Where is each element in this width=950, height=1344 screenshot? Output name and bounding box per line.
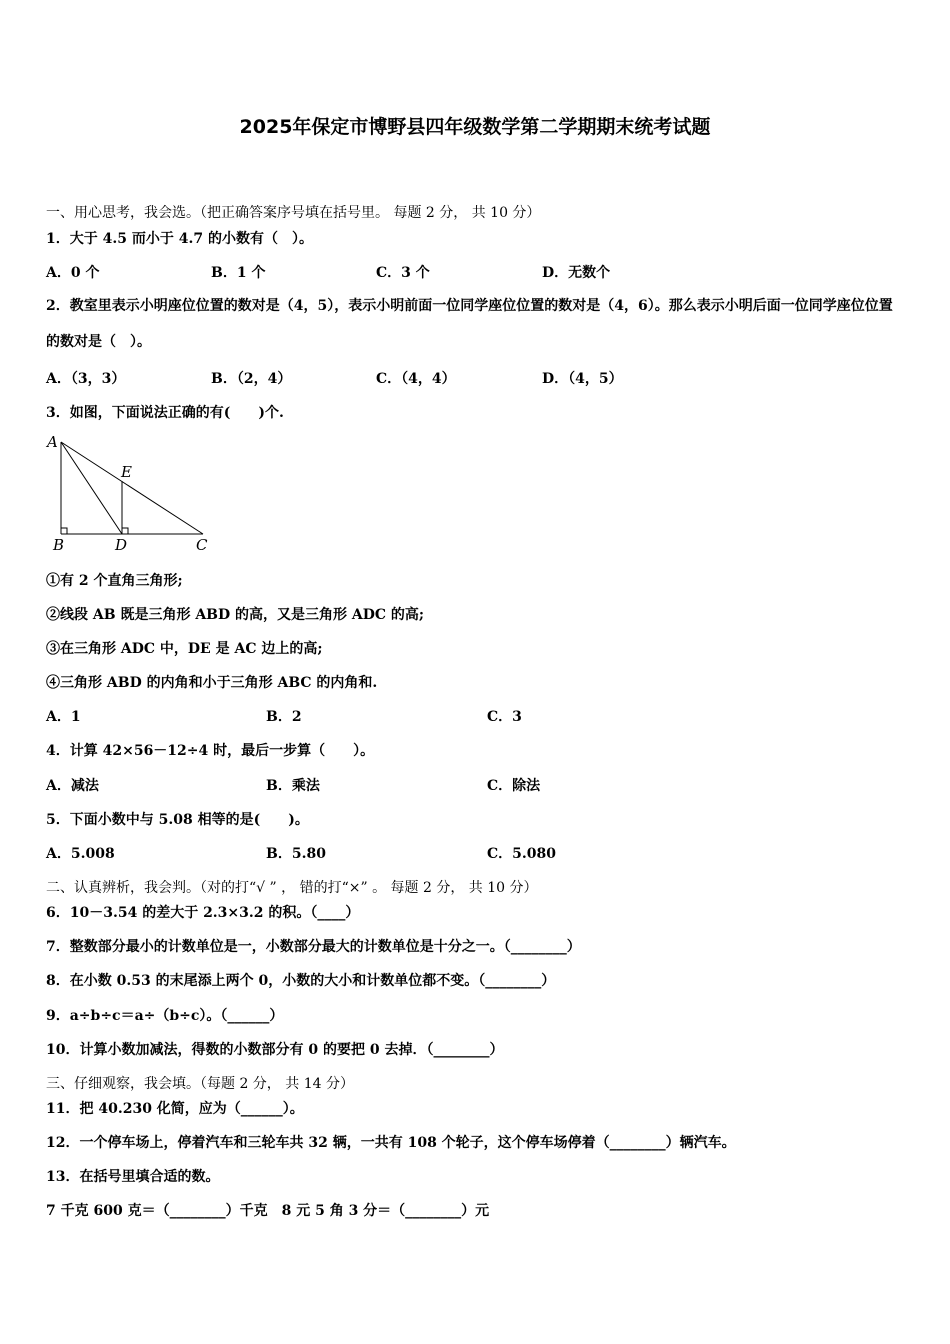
section-1-heading: 一、用心思考，我会选。（把正确答案序号填在括号里。 每题 2 分， 共 10 分）: [46, 205, 541, 221]
question-11: 11．把 40.230 化简，应为（______）。: [46, 1101, 304, 1117]
right-angle-d: [122, 528, 128, 534]
label-e: E: [121, 463, 132, 481]
question-12: 12．一个停车场上，停着汽车和三轮车共 32 辆，一共有 108 个轮子，这个停车场停着（________）辆汽车。: [46, 1135, 736, 1151]
q1-option-d: D．无数个: [542, 265, 611, 281]
q2-option-a: A．（3，3）: [46, 371, 126, 387]
right-angle-b: [61, 528, 67, 534]
q4-option-c: C．除法: [487, 778, 541, 794]
question-10: 10．计算小数加减法，得数的小数部分有 0 的要把 0 去掉．（________）: [46, 1042, 504, 1058]
page-title: 2025年保定市博野县四年级数学第二学期期末统考试题: [239, 116, 711, 138]
q1-option-b: B．1 个: [211, 265, 266, 281]
question-9: 9．a÷b÷c＝a÷（b÷c）。（______）: [46, 1008, 284, 1024]
question-13: 13．在括号里填合适的数。: [46, 1169, 220, 1185]
label-a: A: [47, 433, 58, 451]
q2-option-b: B．（2，4）: [211, 371, 292, 387]
question-4: 4．计算 42×56－12÷4 时，最后一步算（ ）。: [46, 743, 375, 759]
question-8: 8．在小数 0.53 的末尾添上两个 0，小数的大小和计数单位都不变。（________）: [46, 973, 556, 989]
section-2-heading: 二、认真辨析，我会判。（对的打“√ ” ， 错的打“×” 。 每题 2 分， 共 10 分）: [46, 880, 538, 896]
q5-option-a: A．5.008: [46, 846, 115, 862]
q2-option-d: D．（4，5）: [542, 371, 623, 387]
question-7: 7．整数部分最小的计数单位是一，小数部分最大的计数单位是十分之一。（________）: [46, 939, 581, 955]
q3-statement-3: ③在三角形 ADC 中，DE 是 AC 边上的高;: [46, 641, 323, 657]
question-5: 5．下面小数中与 5.08 相等的是( )。: [46, 812, 309, 828]
q3-option-c: C．3: [487, 709, 522, 725]
q4-option-a: A．减法: [46, 778, 99, 794]
q3-statement-4: ④三角形 ABD 的内角和小于三角形 ABC 的内角和.: [46, 675, 378, 691]
section-3-heading: 三、仔细观察，我会填。（每题 2 分， 共 14 分）: [46, 1076, 354, 1092]
q5-option-c: C．5.080: [487, 846, 556, 862]
q3-option-a: A．1: [46, 709, 81, 725]
question-2: 2．教室里表示小明座位位置的数对是（4，5），表示小明前面一位同学座位位置的数对是（4，6）。那么表示小明后面一位同学座位位置的数对是（ ）。: [46, 298, 893, 350]
triangle-figure: [44, 430, 219, 555]
q3-statement-1: ①有 2 个直角三角形;: [46, 573, 183, 589]
q4-option-b: B．乘法: [266, 778, 320, 794]
question-3: 3．如图，下面说法正确的有( )个.: [46, 405, 284, 421]
q1-option-c: C．3 个: [376, 265, 430, 281]
segment-ad: [61, 442, 122, 534]
q3-option-b: B．2: [266, 709, 302, 725]
q5-option-b: B．5.80: [266, 846, 326, 862]
q2-option-c: C．（4，4）: [376, 371, 456, 387]
q1-option-a: A．0 个: [46, 265, 100, 281]
segment-ac: [61, 442, 203, 534]
label-c: C: [196, 536, 208, 554]
question-6: 6．10－3.54 的差大于 2.3×3.2 的积。（____）: [46, 905, 360, 921]
q3-statement-2: ②线段 AB 既是三角形 ABD 的高，又是三角形 ADC 的高;: [46, 607, 425, 623]
question-1: 1．大于 4.5 而小于 4.7 的小数有（ ）。: [46, 231, 313, 247]
label-b: B: [53, 536, 65, 554]
label-d: D: [115, 536, 128, 554]
question-13-blanks: 7 千克 600 克＝（________）千克 8 元 5 角 3 分＝（________）元: [46, 1203, 490, 1219]
